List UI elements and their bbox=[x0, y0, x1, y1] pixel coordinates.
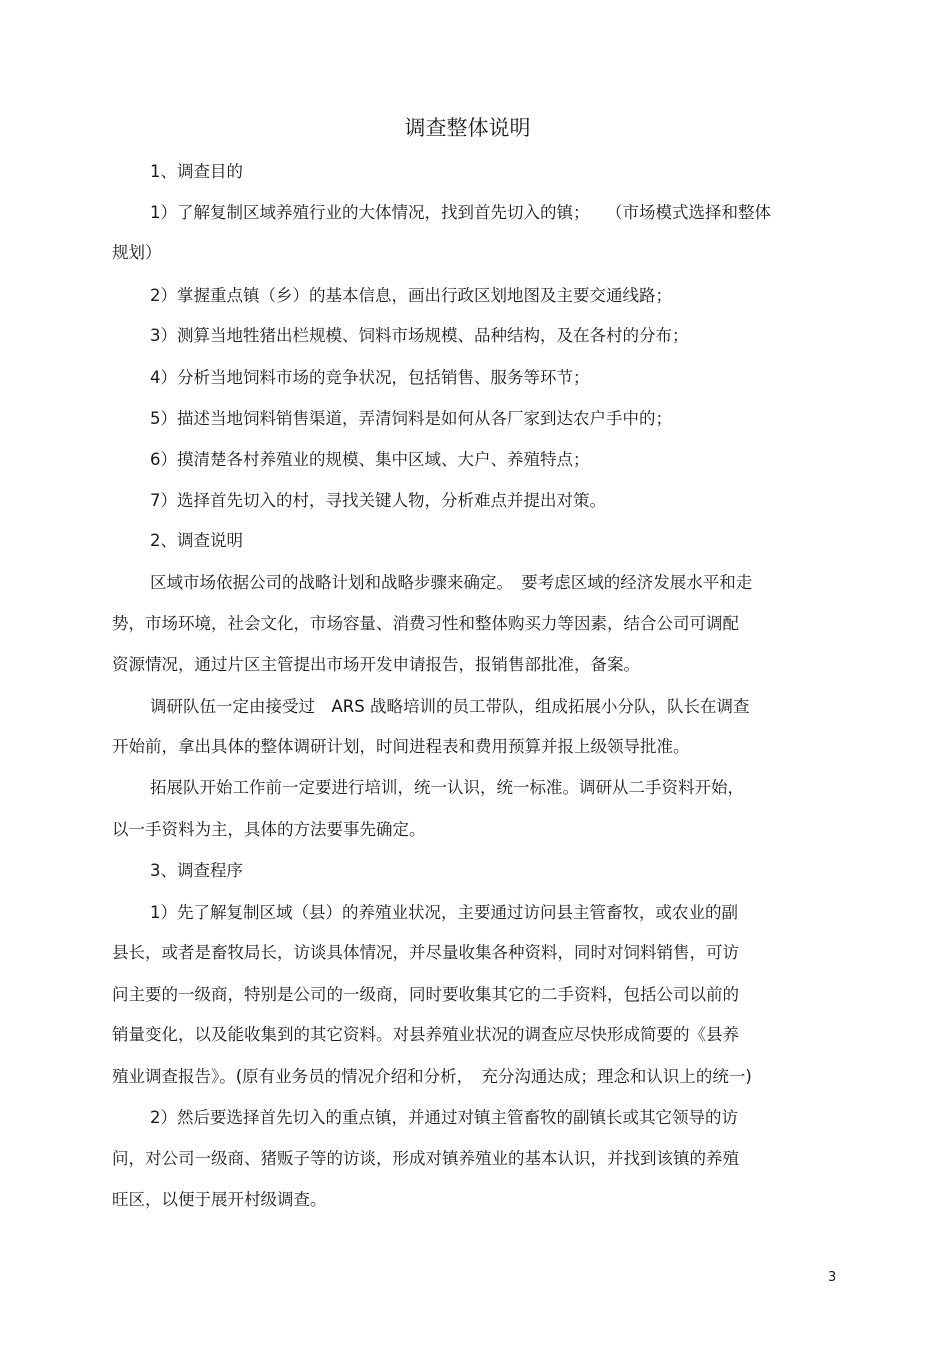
body-line: 拓展队开始工作前一定要进行培训，统一认识，统一标准。调研从二手资料开始， bbox=[150, 778, 744, 797]
page-number: 3 bbox=[828, 1270, 837, 1285]
body-line: 5）描述当地饲料销售渠道，弄清饲料是如何从各厂家到达农户手中的； bbox=[150, 409, 672, 428]
body-line: 开始前，拿出具体的整体调研计划，时间进程表和费用预算并报上级领导批准。 bbox=[112, 737, 690, 756]
body-line: 旺区，以便于展开村级调查。 bbox=[112, 1190, 327, 1209]
body-line: 调研队伍一定由接受过 ARS 战略培训的员工带队，组成拓展小分队，队长在调查 bbox=[150, 697, 750, 716]
section-heading-2: 2、调查说明 bbox=[150, 531, 243, 550]
body-line: 区域市场依据公司的战略计划和战略步骤来确定。 要考虑区域的经济发展水平和走 bbox=[150, 573, 753, 592]
body-line: 1）先了解复制区域（县）的养殖业状况，主要通过访问县主管畜牧，或农业的副 bbox=[150, 903, 738, 922]
body-line: 问，对公司一级商、猪贩子等的访谈，形成对镇养殖业的基本认识，并找到该镇的养殖 bbox=[112, 1149, 739, 1168]
body-line: 6）摸清楚各村养殖业的规模、集中区域、大户、养殖特点； bbox=[150, 450, 590, 469]
body-line: 以一手资料为主，具体的方法要事先确定。 bbox=[112, 820, 426, 839]
section-heading-3: 3、调查程序 bbox=[150, 861, 243, 880]
body-line: 县长，或者是畜牧局长，访谈具体情况，并尽量收集各种资料，同时对饲料销售，可访 bbox=[112, 943, 739, 962]
body-line: 销量变化，以及能收集到的其它资料。对县养殖业状况的调查应尽快形成简要的《县养 bbox=[112, 1025, 739, 1044]
body-line: 殖业调查报告》。(原有业务员的情况介绍和分析， 充分沟通达成；理念和认识上的统一) bbox=[112, 1067, 752, 1086]
page-title: 调查整体说明 bbox=[404, 116, 531, 140]
body-line: 2）掌握重点镇（乡）的基本信息，画出行政区划地图及主要交通线路； bbox=[150, 286, 672, 305]
body-line: 规划） bbox=[112, 243, 162, 262]
body-line: 7）选择首先切入的村，寻找关键人物，分析难点并提出对策。 bbox=[150, 491, 606, 510]
section-heading-1: 1、调查目的 bbox=[150, 162, 243, 181]
body-line: 1）了解复制区域养殖行业的大体情况，找到首先切入的镇； （市场模式选择和整体 bbox=[150, 203, 771, 222]
body-line: 问主要的一级商，特别是公司的一级商，同时要收集其它的二手资料，包括公司以前的 bbox=[112, 985, 739, 1004]
body-line: 3）测算当地牲猪出栏规模、饲料市场规模、品种结构，及在各村的分布； bbox=[150, 326, 689, 345]
body-line: 4）分析当地饲料市场的竞争状况，包括销售、服务等环节； bbox=[150, 368, 590, 387]
body-line: 2）然后要选择首先切入的重点镇，并通过对镇主管畜牧的副镇长或其它领导的访 bbox=[150, 1108, 738, 1127]
body-line: 势，市场环境，社会文化，市场容量、消费习性和整体购买力等因素，结合公司可调配 bbox=[112, 614, 739, 633]
body-line: 资源情况，通过片区主管提出市场开发申请报告，报销售部批准，备案。 bbox=[112, 655, 640, 674]
